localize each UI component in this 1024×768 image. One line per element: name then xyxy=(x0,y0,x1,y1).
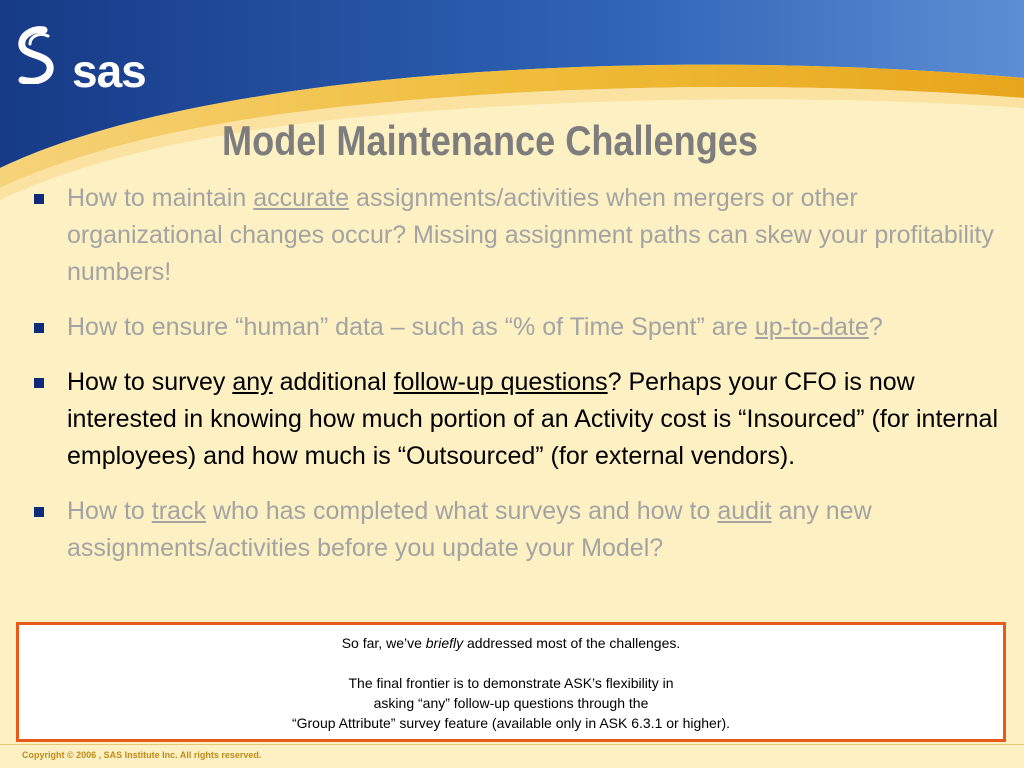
underlined-text: track xyxy=(151,497,206,525)
bullet-text: additional xyxy=(272,368,394,396)
bullet-text: who has completed what surveys and how to xyxy=(205,497,718,525)
bullet-text: any new assignments/activities before you update your Model? xyxy=(67,497,872,562)
bullet-text: How to maintain xyxy=(67,184,254,212)
bullet-list xyxy=(30,180,1000,585)
sas-logo-s-icon xyxy=(14,26,58,84)
underlined-text: audit xyxy=(717,497,772,525)
callout-box xyxy=(16,622,1006,742)
callout-line-3: asking “any” follow-up questions through the xyxy=(373,695,649,711)
bullet-text: How to ensure “human” data – such as “% of Time Spent” are xyxy=(67,313,755,341)
bullet-item xyxy=(30,364,1000,475)
callout-line-4: “Group Attribute” survey feature (available only in ASK 6.3.1 or higher). xyxy=(291,715,731,731)
bullet-square-icon xyxy=(34,323,44,333)
underlined-text: up-to-date xyxy=(754,313,869,341)
bullet-square-icon xyxy=(34,507,44,517)
bullet-item xyxy=(30,493,1000,567)
bullet-text: assignments/activities when mergers or other organizational changes occur? Missing assignment paths can skew your profitability numbers! xyxy=(67,184,994,286)
bullet-text: ? Perhaps your CFO is now interested in knowing how much portion of an Activity cost is “Insourced” (for internal employees) and how much is “Outsourced” (for external vendors). xyxy=(67,368,998,470)
callout-emphasis: briefly xyxy=(425,635,464,651)
bullet-text: ? xyxy=(868,313,883,341)
callout-line-2: The final frontier is to demonstrate ASK’s flexibility in xyxy=(348,675,674,691)
bullet-square-icon xyxy=(34,194,44,204)
underlined-text: accurate xyxy=(253,184,350,212)
slide-title: Model Maintenance Challenges xyxy=(222,117,758,164)
copyright-footer: Copyright © 2006 , SAS Institute Inc. All rights reserved. xyxy=(22,750,262,760)
sas-logo-text: sas xyxy=(72,45,146,97)
bullet-item xyxy=(30,309,1000,346)
underlined-text: any xyxy=(232,368,273,396)
underlined-text: follow-up questions xyxy=(393,368,608,396)
callout-line-1: So far, we’ve briefly addressed most of the challenges. xyxy=(341,635,681,651)
bullet-text: How to xyxy=(67,497,152,525)
footer-divider xyxy=(0,744,1024,745)
sas-logo xyxy=(14,26,164,97)
bullet-item xyxy=(30,180,1000,291)
bullet-square-icon xyxy=(34,378,44,388)
bullet-text: How to survey xyxy=(67,368,233,396)
